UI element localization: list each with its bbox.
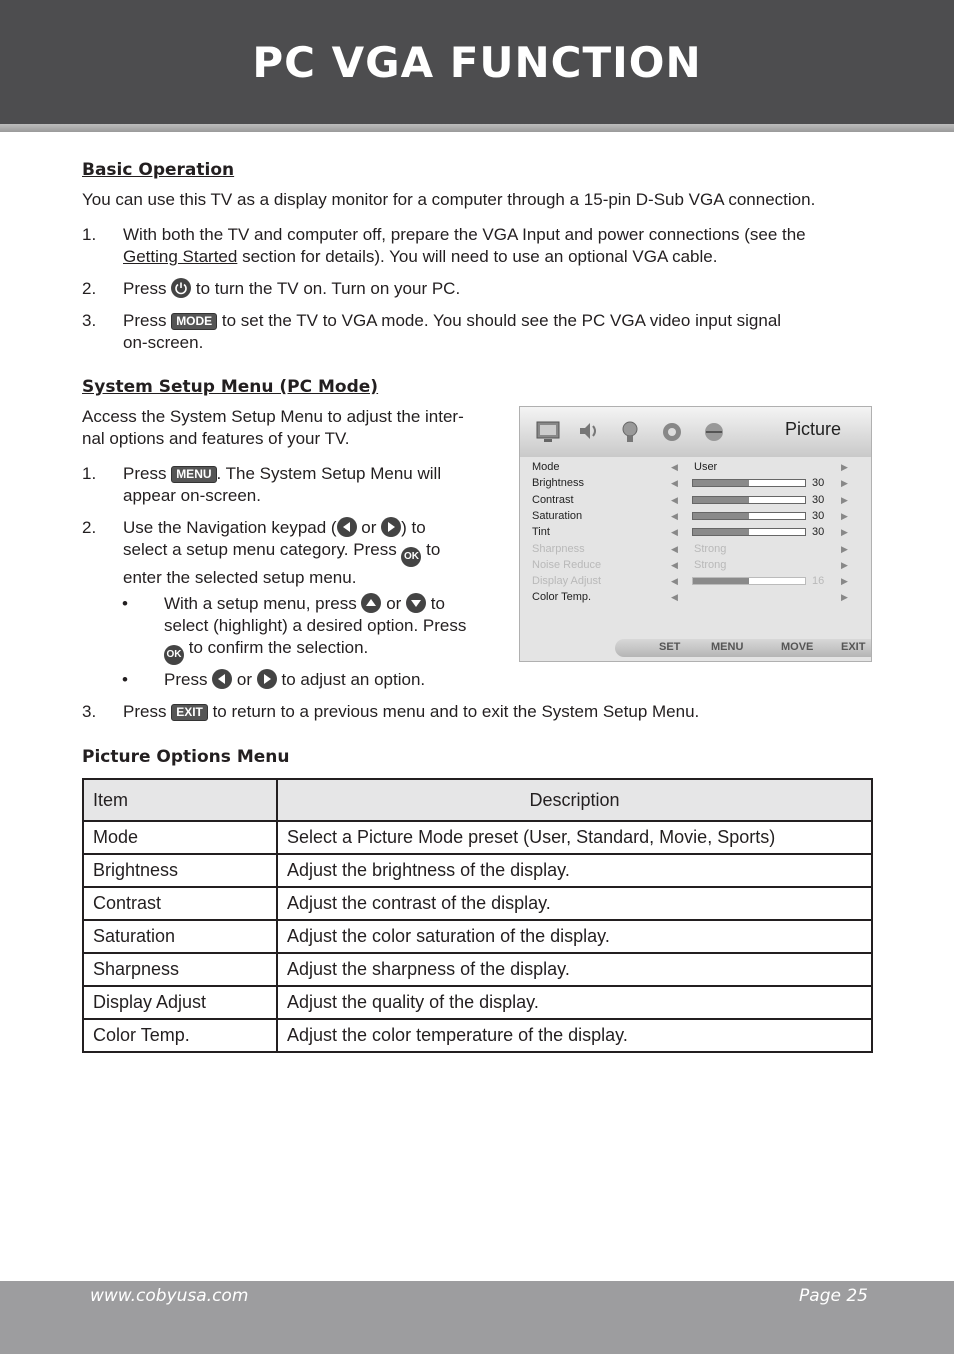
step-text: Press xyxy=(164,670,213,689)
step-text: With both the TV and computer off, prepare the VGA Input and power connections (see the xyxy=(123,225,806,244)
power-icon xyxy=(171,278,191,298)
osd-help-menu: MENU xyxy=(711,641,744,653)
step-text: to xyxy=(426,594,445,613)
osd-row-slider xyxy=(692,496,806,504)
picture-options-table xyxy=(82,778,873,1053)
osd-row-value: Strong xyxy=(694,558,727,571)
osd-row-value: Strong xyxy=(694,542,727,555)
osd-menu-row xyxy=(532,475,862,491)
osd-row-label: Sharpness xyxy=(532,542,585,555)
exit-button-icon: EXIT xyxy=(171,704,208,721)
header-stripe xyxy=(0,124,954,132)
step-number: 2. xyxy=(82,279,97,298)
osd-menu-row xyxy=(532,524,862,540)
osd-menu-row xyxy=(532,459,862,475)
step-text: or xyxy=(232,670,257,689)
osd-row-number: 30 xyxy=(812,509,825,522)
osd-right-arrow-icon: ▶ xyxy=(841,592,848,603)
system-setup-heading: System Setup Menu (PC Mode) xyxy=(82,377,379,397)
step-text: Press xyxy=(123,279,172,298)
osd-row-label: Contrast xyxy=(532,493,574,506)
osd-left-arrow-icon: ◀ xyxy=(671,494,678,505)
osd-slider-fill xyxy=(693,578,749,584)
osd-right-arrow-icon: ▶ xyxy=(841,510,848,521)
step-text: section for details). You will need to use an optional VGA cable. xyxy=(237,247,718,266)
step-text: on-screen. xyxy=(123,333,204,352)
osd-left-arrow-icon: ◀ xyxy=(671,543,678,554)
step-number: 1. xyxy=(82,225,97,244)
osd-right-arrow-icon: ▶ xyxy=(841,559,848,570)
step-text: select a setup menu category. Press xyxy=(123,540,402,559)
osd-title: Picture xyxy=(784,419,841,439)
table-cell-description: Adjust the sharpness of the display. xyxy=(277,953,872,986)
sound-icon xyxy=(574,417,602,445)
table-header-row xyxy=(83,779,872,821)
osd-left-arrow-icon: ◀ xyxy=(671,478,678,489)
right-arrow-icon xyxy=(381,517,401,537)
basic-step-3 xyxy=(123,310,883,354)
osd-row-label: Tint xyxy=(532,526,550,539)
osd-slider-fill xyxy=(693,513,749,519)
step-text: . The System Setup Menu will xyxy=(216,464,442,483)
osd-row-slider xyxy=(692,512,806,520)
picture-icon xyxy=(534,417,562,445)
intro-line: nal options and features of your TV. xyxy=(82,429,350,448)
step-text: appear on-screen. xyxy=(123,486,261,505)
table-cell-description: Adjust the contrast of the display. xyxy=(277,887,872,920)
table-cell-item: Sharpness xyxy=(83,953,277,986)
osd-menu-row xyxy=(532,589,862,605)
osd-right-arrow-icon: ▶ xyxy=(841,478,848,489)
osd-row-slider xyxy=(692,577,806,585)
osd-row-label: Noise Reduce xyxy=(532,558,602,571)
osd-slider-fill xyxy=(693,497,749,503)
osd-left-arrow-icon: ◀ xyxy=(671,527,678,538)
table-row xyxy=(83,920,872,953)
basic-operation-heading: Basic Operation xyxy=(82,160,235,180)
osd-menu-row xyxy=(532,492,862,508)
column-header-item: Item xyxy=(83,779,277,821)
osd-left-arrow-icon: ◀ xyxy=(671,576,678,587)
osd-right-arrow-icon: ▶ xyxy=(841,543,848,554)
table-cell-description: Adjust the quality of the display. xyxy=(277,986,872,1019)
osd-left-arrow-icon: ◀ xyxy=(671,592,678,603)
step-text: to return to a previous menu and to exit the System Setup Menu. xyxy=(207,702,700,721)
step-number: 1. xyxy=(82,464,97,483)
osd-row-label: Saturation xyxy=(532,509,583,522)
osd-help-move: MOVE xyxy=(781,641,814,653)
step-text: to turn the TV on. Turn on your PC. xyxy=(191,279,461,298)
osd-row-number: 30 xyxy=(812,493,825,506)
getting-started-link[interactable]: Getting Started xyxy=(123,247,238,266)
step-text: Press xyxy=(123,311,172,330)
step-text: select (highlight) a desired option. Press xyxy=(164,616,467,635)
table-row xyxy=(83,986,872,1019)
left-arrow-icon xyxy=(212,669,232,689)
step-number: 3. xyxy=(82,702,97,721)
osd-right-arrow-icon: ▶ xyxy=(841,576,848,587)
table-cell-item: Display Adjust xyxy=(83,986,277,1019)
lock-icon xyxy=(700,417,728,445)
basic-step-2 xyxy=(123,278,883,300)
basic-step-1 xyxy=(123,224,883,268)
picture-options-heading: Picture Options Menu xyxy=(82,747,290,767)
osd-help-set: SET xyxy=(659,641,681,653)
osd-row-number: 30 xyxy=(812,526,825,539)
step-text: to adjust an option. xyxy=(276,670,426,689)
step-number: 3. xyxy=(82,311,97,330)
setup-step-1 xyxy=(123,463,503,507)
osd-row-number: 30 xyxy=(812,477,825,490)
osd-row-slider xyxy=(692,528,806,536)
table-row xyxy=(83,953,872,986)
setup-icon xyxy=(658,417,686,445)
column-header-description: Description xyxy=(277,779,872,821)
osd-left-arrow-icon: ◀ xyxy=(671,462,678,472)
osd-menu-row xyxy=(532,573,862,589)
table-row xyxy=(83,854,872,887)
step-text: Press xyxy=(123,702,172,721)
osd-menu-row xyxy=(532,541,862,557)
osd-menu-row xyxy=(532,508,862,524)
ok-button-icon: OK xyxy=(164,645,184,665)
page-number: Page 25 xyxy=(799,1286,868,1306)
setup-bullet-2 xyxy=(164,669,504,691)
setup-step-2 xyxy=(123,517,503,589)
table-cell-description: Adjust the color saturation of the display. xyxy=(277,920,872,953)
setup-intro xyxy=(82,406,502,450)
up-arrow-icon xyxy=(361,593,381,613)
step-text: or xyxy=(356,518,382,537)
setup-step-3 xyxy=(123,701,883,723)
time-icon xyxy=(616,417,644,445)
table-row xyxy=(83,1019,872,1052)
basic-intro: You can use this TV as a display monitor for a computer through a 15-pin D-Sub VGA connection. xyxy=(82,190,816,209)
table-row xyxy=(83,821,872,854)
down-arrow-icon xyxy=(406,593,426,613)
step-number: 2. xyxy=(82,518,97,537)
osd-row-number: 16 xyxy=(812,575,825,588)
table-cell-item: Mode xyxy=(83,821,277,854)
osd-menu-row xyxy=(532,557,862,573)
osd-right-arrow-icon: ▶ xyxy=(841,527,848,538)
table-cell-item: Contrast xyxy=(83,887,277,920)
ok-button-icon: OK xyxy=(401,547,421,567)
osd-left-arrow-icon: ◀ xyxy=(671,559,678,570)
setup-bullet-1 xyxy=(164,593,504,665)
mode-button-icon: MODE xyxy=(171,313,217,330)
footer-url: www.cobyusa.com xyxy=(90,1286,249,1306)
step-text: enter the selected setup menu. xyxy=(123,568,357,587)
osd-slider-fill xyxy=(693,480,749,486)
step-text: With a setup menu, press xyxy=(164,594,362,613)
menu-button-icon: MENU xyxy=(171,466,216,483)
osd-row-label: Display Adjust xyxy=(532,575,602,588)
table-row xyxy=(83,887,872,920)
step-text: Press xyxy=(123,464,172,483)
osd-left-arrow-icon: ◀ xyxy=(671,510,678,521)
osd-row-slider xyxy=(692,479,806,487)
page-title: PC VGA FUNCTION xyxy=(252,38,702,87)
step-text: or xyxy=(381,594,407,613)
left-arrow-icon xyxy=(337,517,357,537)
table-cell-description: Adjust the brightness of the display. xyxy=(277,854,872,887)
osd-help-bar xyxy=(615,639,872,657)
step-text: Use the Navigation keypad ( xyxy=(123,518,337,537)
osd-slider-fill xyxy=(693,529,749,535)
table-cell-description: Select a Picture Mode preset (User, Standard, Movie, Sports) xyxy=(277,821,872,854)
osd-screenshot xyxy=(519,406,872,662)
step-text: to set the TV to VGA mode. You should see the PC VGA video input signal xyxy=(217,311,782,330)
right-arrow-icon xyxy=(257,669,277,689)
osd-right-arrow-icon: ▶ xyxy=(841,462,848,472)
table-cell-item: Color Temp. xyxy=(83,1019,277,1052)
intro-line: Access the System Setup Menu to adjust the inter- xyxy=(82,407,464,426)
osd-row-label: Mode xyxy=(532,461,560,473)
osd-row-label: Color Temp. xyxy=(532,591,592,604)
osd-row-value: User xyxy=(694,461,718,473)
osd-row-label: Brightness xyxy=(532,477,584,490)
table-body xyxy=(83,821,872,1052)
osd-right-arrow-icon: ▶ xyxy=(841,494,848,505)
table-cell-item: Saturation xyxy=(83,920,277,953)
table-cell-item: Brightness xyxy=(83,854,277,887)
bullet-mark: • xyxy=(122,670,128,689)
step-text: ) to xyxy=(401,518,426,537)
step-text: to confirm the selection. xyxy=(184,638,369,657)
step-text: to xyxy=(421,540,441,559)
osd-help-exit: EXIT xyxy=(841,641,866,653)
bullet-mark: • xyxy=(122,594,128,613)
table-cell-description: Adjust the color temperature of the display. xyxy=(277,1019,872,1052)
